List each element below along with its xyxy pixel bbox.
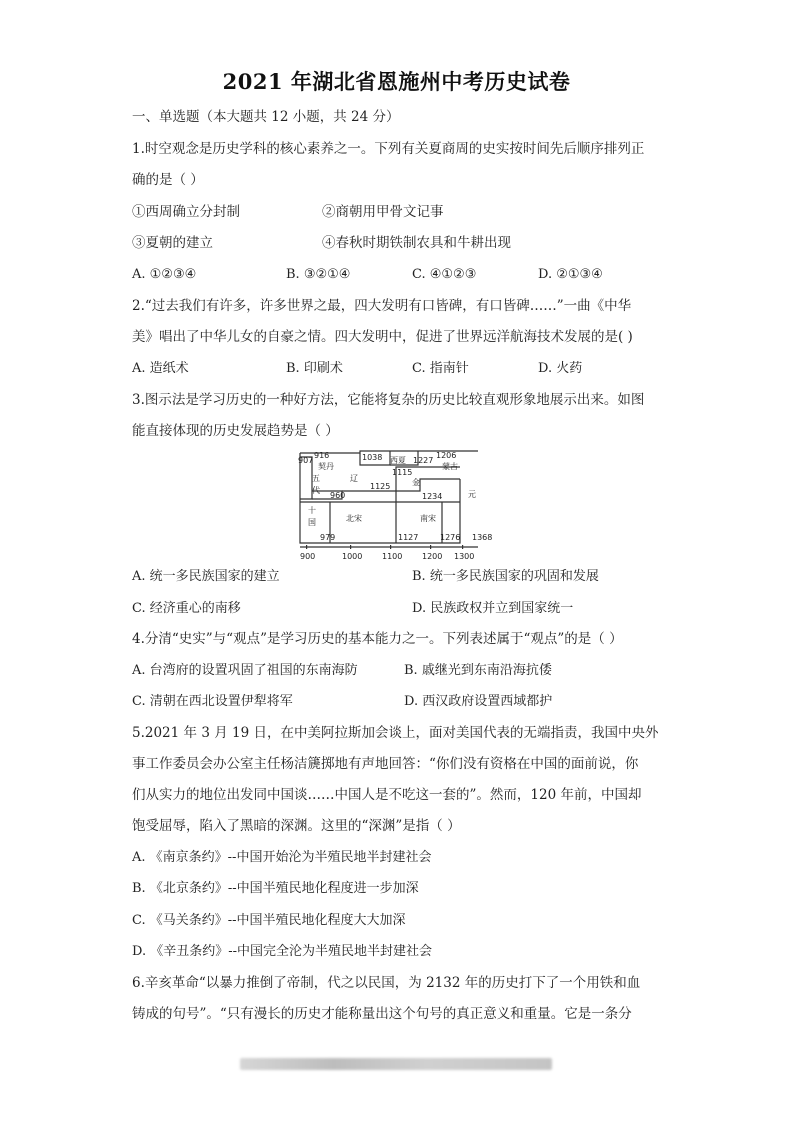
- q3-stem-line1: 3.图示法是学习历史的一种好方法，它能将复杂的历史比较直观形象地展示出来。如图: [132, 392, 645, 408]
- label-jin: 金: [412, 478, 420, 487]
- q1-option-b: B. ③②①④: [286, 267, 351, 282]
- axis-1300: 1300: [454, 552, 475, 561]
- label-1115: 1115: [392, 468, 413, 477]
- q5-stem-line4: 饱受屈辱，陷入了黑暗的深渊。这里的“深渊”是指（ ）: [132, 818, 461, 834]
- q5-option-b: B. 《北京条约》--中国半殖民地化程度进一步加深: [132, 881, 419, 896]
- q3-option-b: B. 统一多民族国家的巩固和发展: [412, 569, 599, 584]
- blurred-footer-watermark: [240, 1058, 552, 1070]
- label-shiguo-1: 十: [308, 506, 316, 515]
- q1-item-3: ③夏朝的建立: [132, 235, 213, 251]
- q1-option-c: C. ④①②③: [412, 267, 477, 282]
- q1-item-2: ②商朝用甲骨文记事: [322, 204, 444, 220]
- label-nansong: 南宋: [420, 514, 436, 523]
- label-1368: 1368: [472, 533, 493, 542]
- q5-option-a: A. 《南京条约》--中国开始沦为半殖民地半封建社会: [132, 850, 432, 865]
- q3-option-a: A. 统一多民族国家的建立: [132, 569, 280, 584]
- q5-option-c: C. 《马关条约》--中国半殖民地化程度大大加深: [132, 913, 406, 928]
- q4-option-d: D. 西汉政府设置西域都护: [404, 694, 553, 709]
- label-1234: 1234: [422, 492, 443, 501]
- label-1276: 1276: [440, 533, 461, 542]
- label-liao: 辽: [350, 474, 358, 483]
- q1-stem-line1: 1.时空观念是历史学科的核心素养之一。下列有关夏商周的史实按时间先后顺序排列正: [132, 141, 645, 157]
- q1-stem-line2: 确的是（ ）: [132, 172, 204, 188]
- q2-option-c: C. 指南针: [412, 361, 469, 376]
- label-960: 960: [330, 491, 346, 500]
- label-907: 907: [298, 456, 314, 465]
- dynasty-timeline-map: [292, 447, 500, 563]
- q2-option-a: A. 造纸术: [132, 361, 189, 376]
- label-1125: 1125: [370, 482, 391, 491]
- axis-1000: 1000: [342, 552, 363, 561]
- label-wudai-2: 代: [312, 486, 320, 495]
- q2-stem-line1: 2.“过去我们有许多，许多世界之最，四大发明有口皆碑，有口皆碑……”一曲《中华: [132, 298, 632, 314]
- label-wudai-1: 五: [312, 474, 320, 483]
- q3-option-c: C. 经济重心的南移: [132, 601, 241, 616]
- q5-stem-line2: 事工作委员会办公室主任杨洁篪掷地有声地回答：“你们没有资格在中国的面前说，你: [132, 756, 639, 772]
- label-979: 979: [320, 533, 336, 542]
- label-shiguo-2: 国: [308, 518, 316, 527]
- q6-stem-line1: 6.辛亥革命“以暴力推倒了帝制，代之以民国，为 2132 年的历史打下了一个用铁和血: [132, 975, 641, 991]
- q4-option-a: A. 台湾府的设置巩固了祖国的东南海防: [132, 663, 358, 678]
- q4-stem: 4.分清“史实”与“观点”是学习历史的基本能力之一。下列表述属于“观点”的是（ ）: [132, 631, 623, 647]
- page-title: 2021 年湖北省恩施州中考历史试卷: [222, 69, 571, 94]
- label-beisong: 北宋: [346, 514, 362, 523]
- axis-1100: 1100: [382, 552, 403, 561]
- q4-option-b: B. 戚继光到东南沿海抗倭: [404, 663, 552, 678]
- q5-stem-line1: 5.2021 年 3 月 19 日，在中美阿拉斯加会谈上，面对美国代表的无端指责，我国中央外: [132, 725, 659, 741]
- label-yuan: 元: [468, 490, 476, 499]
- q1-option-d: D. ②①③④: [538, 267, 603, 282]
- q4-option-c: C. 清朝在西北设置伊犁将军: [132, 694, 293, 709]
- label-1038: 1038: [362, 453, 383, 462]
- q1-item-4: ④春秋时期铁制农具和牛耕出现: [322, 235, 511, 251]
- q3-option-d: D. 民族政权并立到国家统一: [412, 601, 574, 616]
- axis-900: 900: [300, 552, 316, 561]
- q2-option-d: D. 火药: [538, 361, 583, 376]
- axis-1200: 1200: [422, 552, 443, 561]
- q1-item-1: ①西周确立分封制: [132, 204, 240, 220]
- label-1227: 1227: [413, 456, 434, 465]
- label-khitan: 契丹: [318, 462, 334, 471]
- q5-option-d: D. 《辛丑条约》--中国完全沦为半殖民地半封建社会: [132, 944, 433, 959]
- q1-option-a: A. ①②③④: [132, 267, 197, 282]
- label-xixia: 西夏: [390, 456, 406, 465]
- q2-option-b: B. 印刷术: [286, 361, 343, 376]
- q2-stem-line2: 美》唱出了中华儿女的自豪之情。四大发明中，促进了世界远洋航海技术发展的是( ): [132, 329, 633, 345]
- q5-stem-line3: 们从实力的地位出发同中国谈……中国人是不吃这一套的”。然而，120 年前，中国却: [132, 787, 642, 803]
- label-mongol: 蒙古: [442, 462, 458, 471]
- q6-stem-line2: 铸成的句号”。“只有漫长的历史才能称量出这个句号的真正意义和重量。它是一条分: [132, 1006, 632, 1022]
- q3-stem-line2: 能直接体现的历史发展趋势是（ ）: [132, 423, 339, 439]
- section-heading: 一、单选题（本大题共 12 小题，共 24 分）: [132, 109, 400, 125]
- label-1206: 1206: [436, 451, 457, 460]
- label-1127: 1127: [398, 533, 419, 542]
- label-916: 916: [314, 451, 330, 460]
